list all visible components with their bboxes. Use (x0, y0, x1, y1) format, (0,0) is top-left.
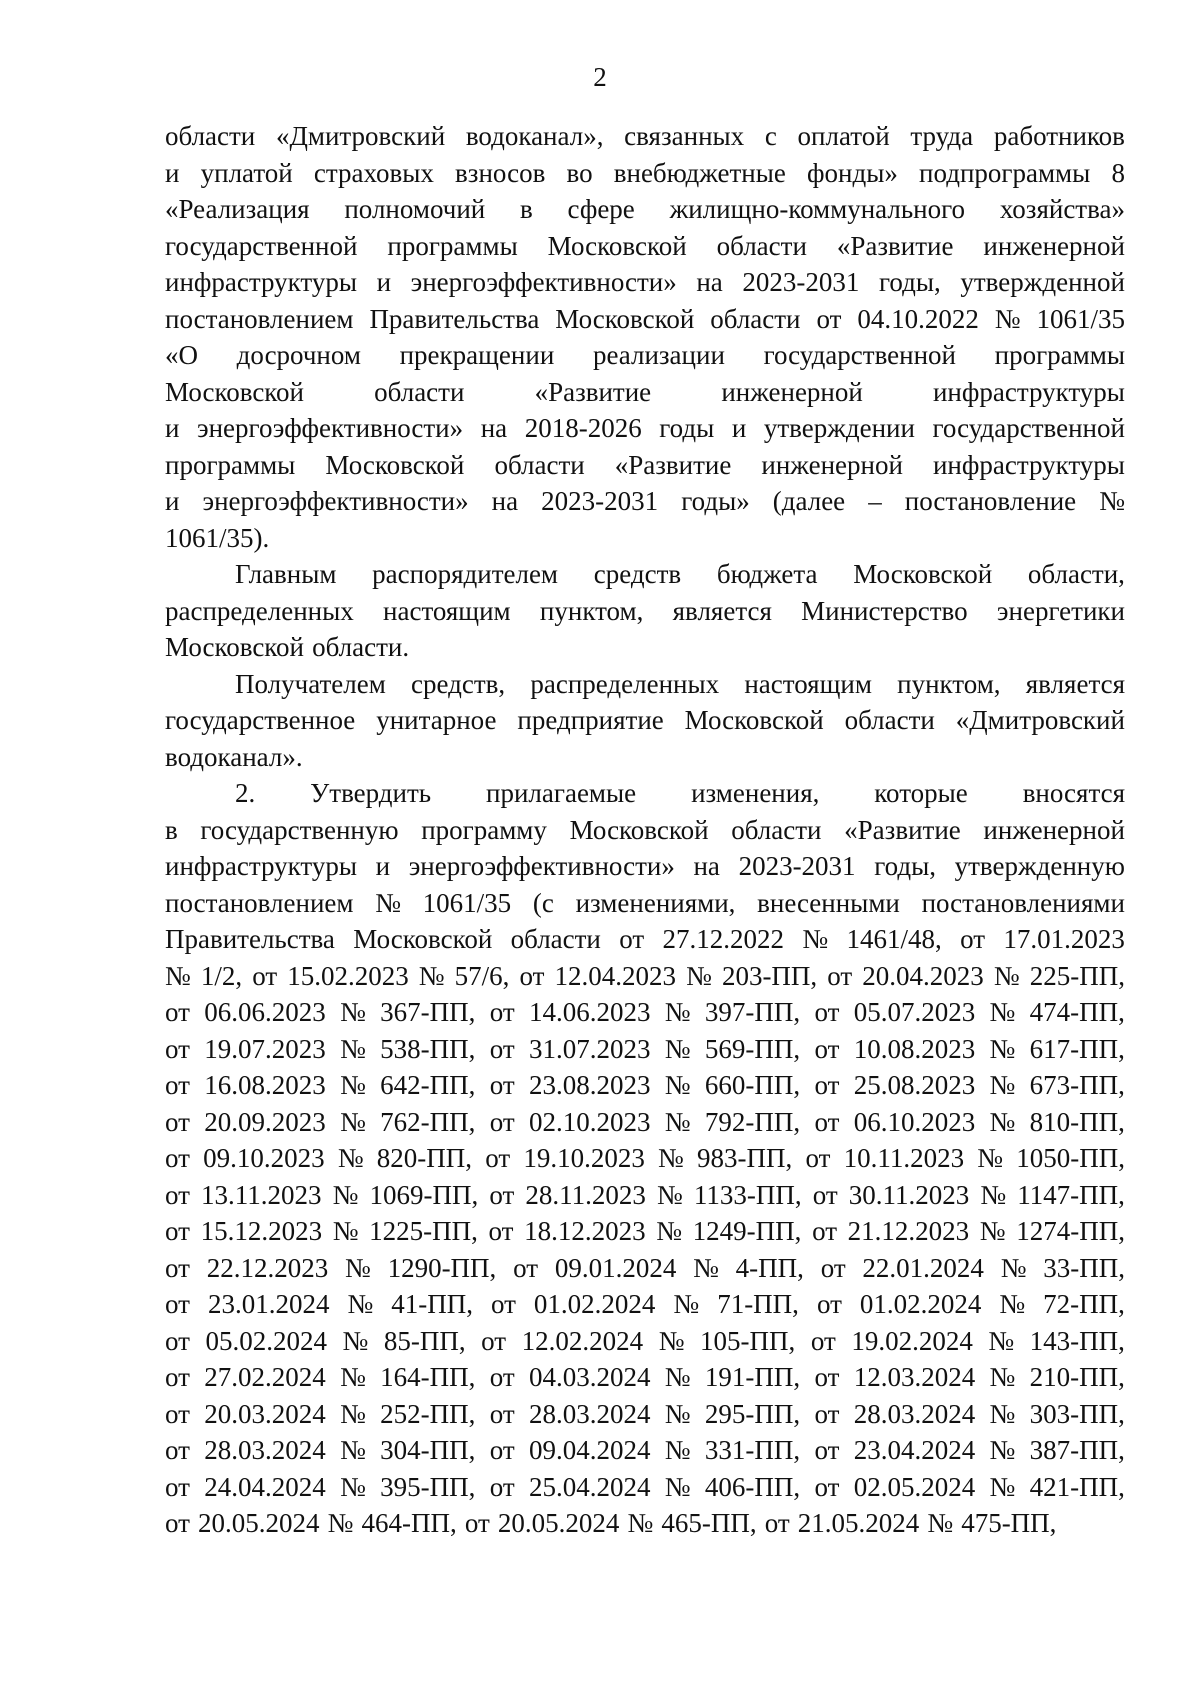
text-line: постановлением Правительства Московской области от 04.10.2022 № 1061/35 (165, 303, 1125, 334)
paragraph (165, 775, 1125, 1542)
text-line: постановлением № 1061/35 (с изменениями, внесенными постановлениями (165, 887, 1125, 918)
text-line: государственной программы Московской области «Развитие инженерной (165, 230, 1125, 261)
text-line: инфраструктуры и энергоэффективности» на 2023-2031 годы, утвержденную (165, 851, 1125, 881)
text-line: Правительства Московской области от 27.12.2022 № 1461/48, от 17.01.2023 (165, 924, 1125, 954)
text-line: государственное унитарное предприятие Московской области «Дмитровский (165, 705, 1125, 735)
text-line: водоканал». (165, 741, 303, 772)
text-line: Получателем средств, распределенных настоящим пунктом, является (235, 668, 1125, 699)
text-line: от 05.02.2024 № 85-ПП, от 12.02.2024 № 105-ПП, от 19.02.2024 № 143-ПП, (165, 1325, 1125, 1356)
text-line: от 20.05.2024 № 464-ПП, от 20.05.2024 № 465-ПП, от 21.05.2024 № 475-ПП, (165, 1508, 1057, 1538)
text-line: и уплатой страховых взносов во внебюджетные фонды» подпрограммы 8 (165, 157, 1125, 188)
document-body (165, 118, 1125, 1542)
text-line: от 06.06.2023 № 367-ПП, от 14.06.2023 № 397-ПП, от 05.07.2023 № 474-ПП, (165, 997, 1125, 1027)
text-line: от 27.02.2024 № 164-ПП, от 04.03.2024 № 191-ПП, от 12.03.2024 № 210-ПП, (165, 1362, 1125, 1392)
text-line: Московской области. (165, 632, 410, 662)
text-line: от 22.12.2023 № 1290-ПП, от 09.01.2024 № 4-ПП, от 22.01.2024 № 33-ПП, (165, 1252, 1125, 1283)
text-line: распределенных настоящим пунктом, является Министерство энергетики (165, 595, 1125, 626)
paragraph (165, 556, 1125, 666)
text-line: № 1/2, от 15.02.2023 № 57/6, от 12.04.2023 № 203-ПП, от 20.04.2023 № 225-ПП, (165, 960, 1125, 991)
text-line: от 16.08.2023 № 642-ПП, от 23.08.2023 № 660-ПП, от 25.08.2023 № 673-ПП, (165, 1070, 1125, 1100)
page-number: 2 (593, 62, 607, 92)
paragraph (165, 666, 1125, 776)
text-line: от 20.09.2023 № 762-ПП, от 02.10.2023 № 792-ПП, от 06.10.2023 № 810-ПП, (165, 1106, 1125, 1137)
paragraph (165, 118, 1125, 556)
text-line: инфраструктуры и энергоэффективности» на 2023-2031 годы, утвержденной (165, 267, 1125, 297)
text-line: Главным распорядителем средств бюджета Московской области, (235, 559, 1125, 589)
text-line: и энергоэффективности» на 2023-2031 годы» (далее – постановление № (165, 486, 1125, 516)
text-line: области «Дмитровский водоканал», связанных с оплатой труда работников (165, 121, 1125, 151)
text-line: от 19.07.2023 № 538-ПП, от 31.07.2023 № 569-ПП, от 10.08.2023 № 617-ПП, (165, 1033, 1125, 1064)
text-line: 2. Утвердить прилагаемые изменения, которые вносятся (165, 775, 1125, 812)
text-line: «Реализация полномочий в сфере жилищно-коммунального хозяйства» (165, 194, 1125, 224)
text-line: «О досрочном прекращении реализации государственной программы (165, 340, 1125, 370)
text-line: Московской области «Развитие инженерной инфраструктуры (165, 376, 1125, 407)
text-line: от 23.01.2024 № 41-ПП, от 01.02.2024 № 71-ПП, от 01.02.2024 № 72-ПП, (165, 1289, 1125, 1319)
text-line: от 15.12.2023 № 1225-ПП, от 18.12.2023 № 1249-ПП, от 21.12.2023 № 1274-ПП, (165, 1216, 1125, 1246)
text-line: 1061/35). (165, 522, 270, 553)
text-line: от 20.03.2024 № 252-ПП, от 28.03.2024 № 295-ПП, от 28.03.2024 № 303-ПП, (165, 1398, 1125, 1429)
text-line: от 09.10.2023 № 820-ПП, от 19.10.2023 № 983-ПП, от 10.11.2023 № 1050-ПП, (165, 1143, 1125, 1173)
text-line: и энергоэффективности» на 2018-2026 годы и утверждении государственной (165, 413, 1125, 443)
item-number: 2. (235, 778, 256, 808)
text-line: в государственную программу Московской области «Развитие инженерной (165, 814, 1125, 845)
text-line: от 28.03.2024 № 304-ПП, от 09.04.2024 № 331-ПП, от 23.04.2024 № 387-ПП, (165, 1435, 1125, 1465)
text-line: от 24.04.2024 № 395-ПП, от 25.04.2024 № 406-ПП, от 02.05.2024 № 421-ПП, (165, 1471, 1125, 1502)
text-line: от 13.11.2023 № 1069-ПП, от 28.11.2023 № 1133-ПП, от 30.11.2023 № 1147-ПП, (165, 1179, 1125, 1210)
text-line: программы Московской области «Развитие инженерной инфраструктуры (165, 449, 1125, 480)
